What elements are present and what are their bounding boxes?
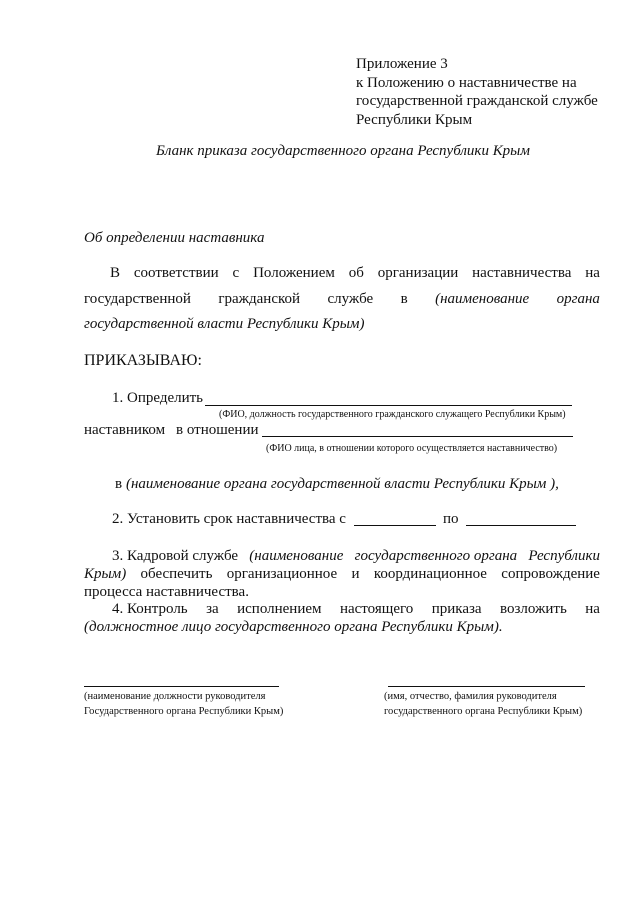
- item3-word: координационное: [373, 566, 487, 582]
- org-prefix: в: [115, 476, 123, 492]
- appendix-line-2: к Положению о наставничестве на: [356, 74, 577, 91]
- item4-word: настоящего: [339, 601, 414, 617]
- left-signature-line: [84, 686, 279, 687]
- item3-word: государственного органа: [354, 548, 518, 564]
- item1-prefix: 1. Определить: [112, 390, 204, 406]
- preamble-word: организации: [377, 265, 459, 281]
- mentor-name-line: [205, 405, 572, 406]
- preamble-word: В: [110, 265, 121, 281]
- item3-word: (наименование: [249, 548, 344, 564]
- order-subject: Об определении наставника: [84, 230, 265, 246]
- preamble-line-3: государственной власти Республики Крым): [84, 316, 365, 332]
- item3-line-3: процесса наставничества.: [84, 584, 249, 600]
- preamble-word: наставничества: [472, 265, 572, 281]
- item4-word: приказа: [431, 601, 482, 617]
- item2-text: 2. Установить срок наставничества с: [112, 511, 346, 527]
- mentee-name-caption: (ФИО лица, в отношении которого осуществляется наставничество): [266, 443, 558, 454]
- appendix-line-4: Республики Крым: [356, 111, 473, 128]
- item3-line-1: [84, 548, 600, 565]
- item4-line-2: (должностное лицо государственного органа Республики Крым).: [84, 619, 503, 635]
- preamble-word: в: [400, 291, 408, 307]
- order-keyword: ПРИКАЗЫВАЮ:: [84, 352, 202, 369]
- item3-word: и: [351, 566, 360, 582]
- mentee-name-line: [262, 436, 573, 437]
- item3-word: Крым): [84, 566, 127, 582]
- item2-to: по: [443, 511, 459, 527]
- appendix-number: Приложение 3: [356, 56, 448, 72]
- appendix-header: [356, 55, 598, 129]
- item3-word: обеспечить: [140, 566, 213, 582]
- item3-word: сопровождение: [501, 566, 600, 582]
- mentor-name-caption: (ФИО, должность государственного гражданского служащего Республики Крым): [219, 409, 566, 420]
- item3-line-2: [84, 566, 600, 583]
- date-from-line: [354, 525, 436, 526]
- appendix-line-3: государственной гражданской службе: [356, 93, 598, 109]
- form-title: Бланк приказа государственного органа Республики Крым: [156, 143, 530, 159]
- preamble-word: службе: [327, 291, 374, 307]
- preamble-word: гражданской: [218, 291, 301, 307]
- item3-word: Республики: [528, 548, 600, 564]
- left-signature-caption: [84, 689, 283, 719]
- item3-word: организационное: [226, 566, 338, 582]
- right-signature-line: [388, 686, 585, 687]
- preamble-word: с: [232, 265, 240, 281]
- org-placeholder: (наименование органа государственной власти Республики Крым ),: [126, 476, 559, 492]
- preamble-line-2: [84, 291, 600, 308]
- item4-word: 4. Контроль: [112, 601, 188, 617]
- preamble-word: Положением: [253, 265, 335, 281]
- preamble-word: государственной: [84, 291, 191, 307]
- item4-word: на: [585, 601, 600, 617]
- preamble-word: органа: [556, 291, 600, 307]
- item4-word: за: [206, 601, 219, 617]
- date-to-line: [466, 525, 576, 526]
- preamble-line-1: [84, 265, 600, 282]
- item4-line-1: [84, 601, 600, 618]
- item4-word: возложить: [500, 601, 567, 617]
- item4-word: исполнением: [237, 601, 322, 617]
- right-caption-line-2: государственного органа Республики Крым): [384, 706, 583, 717]
- preamble-word: соответствии: [133, 265, 219, 281]
- left-caption-line-2: Государственного органа Республики Крым): [84, 706, 284, 717]
- preamble-word: об: [348, 265, 364, 281]
- item3-word: 3. Кадровой службе: [112, 548, 239, 564]
- preamble-word: (наименование: [435, 291, 530, 307]
- mentor-label: наставником: [84, 422, 166, 438]
- relation-label: в отношении: [176, 422, 259, 438]
- right-caption-line-1: (имя, отчество, фамилия руководителя: [384, 691, 557, 702]
- right-signature-caption: [384, 689, 582, 719]
- preamble-word: на: [585, 265, 600, 281]
- left-caption-line-1: (наименование должности руководителя: [84, 691, 266, 702]
